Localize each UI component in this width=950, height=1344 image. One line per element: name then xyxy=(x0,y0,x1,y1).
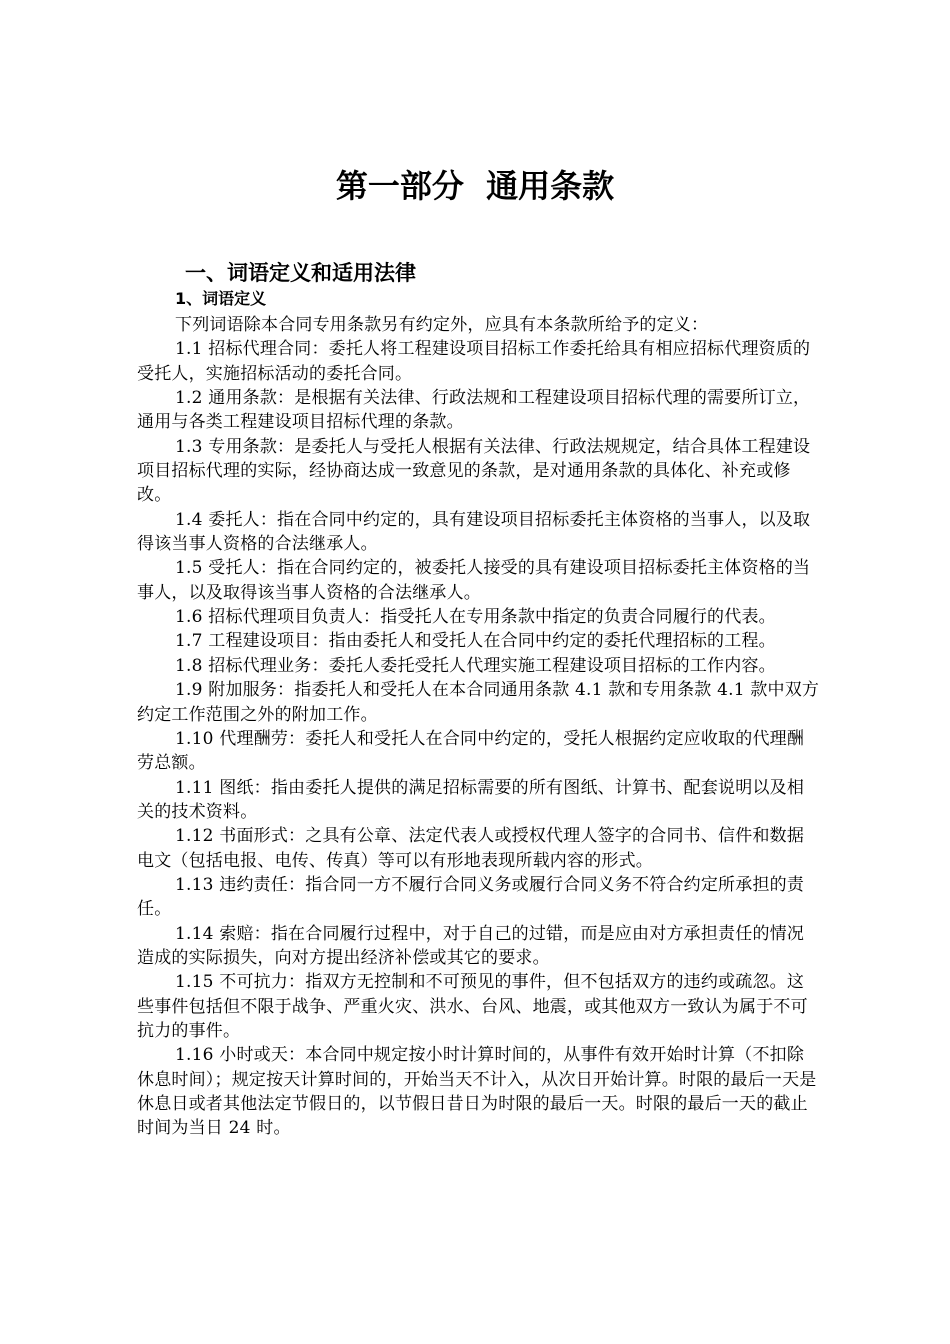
definition-paragraph-1-2: 1.2 通用条款：是根据有关法律、行政法规和工程建设项目招标代理的需要所订立，通用与各类工程建设项目招标代理的条款。 xyxy=(137,388,811,433)
definition-paragraph-1-3: 1.3 专用条款：是委托人与受托人根据有关法律、行政法规规定，结合具体工程建设项目招标代理的实际，经协商达成一致意见的条款，是对通用条款的具体化、补充或修改。 xyxy=(137,436,811,506)
sub-heading: 1、词语定义 xyxy=(175,289,267,308)
definition-paragraph-1-6: 1.6 招标代理项目负责人：指受托人在专用条款中指定的负责合同履行的代表。 xyxy=(175,607,776,628)
page-title: 第一部分 通用条款 xyxy=(335,167,615,205)
definition-paragraph-1-8: 1.8 招标代理业务：委托人委托受托人代理实施工程建设项目招标的工作内容。 xyxy=(175,655,776,676)
definition-paragraph-1-7: 1.7 工程建设项目：指由委托人和受托人在合同中约定的委托代理招标的工程。 xyxy=(175,631,776,652)
definition-paragraph-1-14: 1.14 索赔：指在合同履行过程中，对于自己的过错，而是应由对方承担责任的情况造成的实际损失，向对方提出经济补偿或其它的要求。 xyxy=(137,923,805,968)
intro-paragraph: 下列词语除本合同专用条款另有约定外，应具有本条款所给予的定义： xyxy=(175,315,709,335)
body-text xyxy=(137,313,820,1141)
definition-paragraph-1-5: 1.5 受托人：指在合同约定的，被委托人接受的具有建设项目招标委托主体资格的当事人，以及取得该当事人资格的合法继承人。 xyxy=(137,558,811,603)
section-heading: 一、词语定义和适用法律 xyxy=(185,261,416,285)
definition-paragraph-1-9: 1.9 附加服务：指委托人和受托人在本合同通用条款 4.1 款和专用条款 4.1 款中双方约定工作范围之外的附加工作。 xyxy=(137,680,820,725)
definition-paragraph-1-11: 1.11 图纸：指由委托人提供的满足招标需要的所有图纸、计算书、配套说明以及相关的技术资料。 xyxy=(137,777,805,822)
definition-paragraph-1-15: 1.15 不可抗力：指双方无控制和不可预见的事件，但不包括双方的违约或疏忽。这些事件包括但不限于战争、严重火灾、洪水、台风、地震，或其他双方一致认为属于不可抗力的事件。 xyxy=(137,972,808,1041)
definition-paragraph-1-16: 1.16 小时或天：本合同中规定按小时计算时间的，从事件有效开始时计算（不扣除休息时间）；规定按天计算时间的，开始当天不计入，从次日开始计算。时限的最后一天是休息日或者其他法定节假日的，以节假日昔日为时限的最后一天。时限的最后一天的截止时间为当日 24 时。 xyxy=(137,1045,817,1139)
definition-paragraph-1-4: 1.4 委托人：指在合同中约定的，具有建设项目招标委托主体资格的当事人，以及取得该当事人资格的合法继承人。 xyxy=(137,509,811,555)
definition-paragraph-1-1: 1.1 招标代理合同：委托人将工程建设项目招标工作委托给具有相应招标代理资质的受托人，实施招标活动的委托合同。 xyxy=(137,339,811,384)
definition-paragraph-1-12: 1.12 书面形式：之具有公章、法定代表人或授权代理人签字的合同书、信件和数据电文（包括电报、电传、传真）等可以有形地表现所载内容的形式。 xyxy=(137,826,805,871)
definition-paragraph-1-13: 1.13 违约责任：指合同一方不履行合同义务或履行合同义务不符合约定所承担的责任。 xyxy=(137,874,805,920)
definition-paragraph-1-10: 1.10 代理酬劳：委托人和受托人在合同中约定的，受托人根据约定应收取的代理酬劳总额。 xyxy=(137,728,805,774)
